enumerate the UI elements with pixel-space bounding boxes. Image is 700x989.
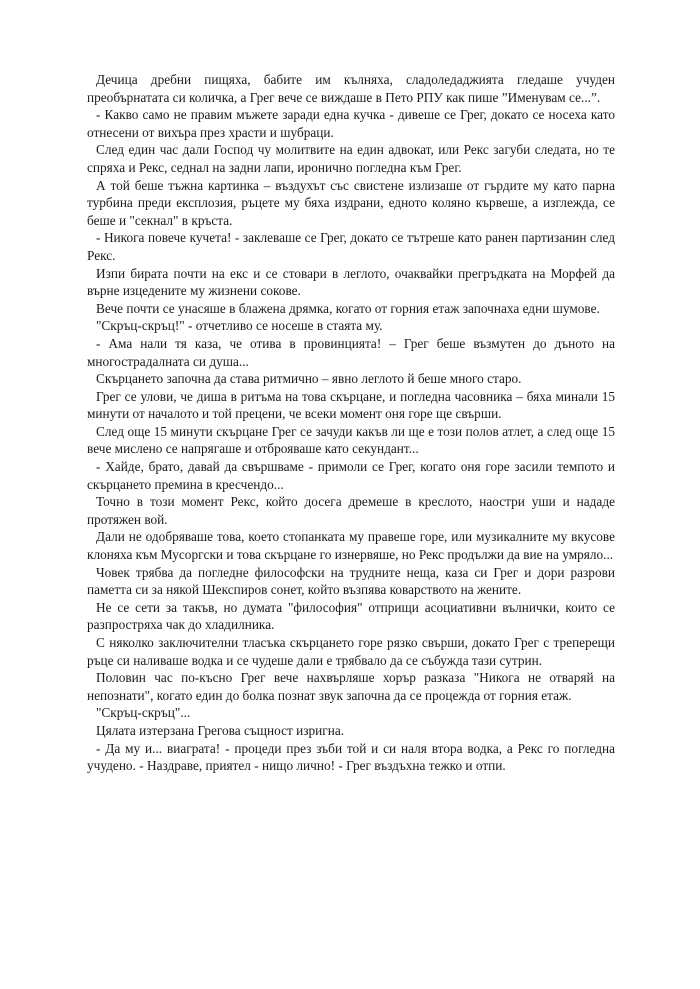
paragraph: Дали не одобряваше това, което стопанката му правеше горе, или музикалните му вкусове клоняха към Мусоргски и това скърцане го изнервяше, но Рекс продължи да вие на умряло... <box>87 529 615 563</box>
paragraph: Не се сети за такъв, но думата "философия" отприщи асоциативни вълнички, които се разпростряха чак до хладилника. <box>87 599 615 633</box>
paragraph: След още 15 минути скърцане Грег се зачуди какъв ли ще е този полов атлет, а след още 15 вече мислено се напрягаше и отброяваше като секундант... <box>87 423 615 457</box>
paragraph: - Хайде, брато, давай да свършваме - примоли се Грег, когато оня горе засили темпото и скърцането премина в кресчендо... <box>87 459 615 492</box>
paragraph: - Ама нали тя каза, че отива в провинцията! – Грег беше възмутен до дъното на многострадалната си душа... <box>87 335 615 369</box>
paragraph: Цялата изтерзана Грегова същност изригна. <box>96 722 345 738</box>
paragraph: Скърцането започна да става ритмично – явно леглото й беше много старо. <box>96 371 522 387</box>
paragraph: - Какво само не правим мъжете заради една кучка - дивеше се Грег, докато се носеха като отнесени от вихъра през храсти и шубраци. <box>87 107 615 140</box>
paragraph: Грег се улови, че диша в ритъма на това скърцане, и погледна часовника – бяха минали 15 минути от началото и той прецени, че всеки момент оня горе ще свърши. <box>87 388 615 422</box>
paragraph: А той беше тъжна картинка – въздухът със свистене излизаше от гърдите му като парна турбина преди експлозия, ръцете му бяха издрани, едното коляно кървеше, а изглежда, се беше и "секнал" в кръста. <box>87 177 615 228</box>
paragraph: - Никога повече кучета! - заклеваше се Грег, докато се тътреше като ранен партизанин след Рекс. <box>87 230 615 263</box>
paragraph: С няколко заключителни тласъка скърцането горе рязко свърши, докато Грег с треперещи ръце си наливаше водка и се чудеше дали е трябвало да се събужда тази сутрин. <box>87 635 615 668</box>
paragraph: Дечица дребни пищяха, бабите им кълняха, сладоледаджията гледаше учуден преобърнатата си количка, а Грег вече се виждаше в Пето РПУ как пише ”Именувам се...”. <box>87 72 615 105</box>
paragraph: Точно в този момент Рекс, който досега дремеше в креслото, наостри уши и нададе протяжен вой. <box>87 494 615 527</box>
paragraph: - Да му и... виаграта! - процеди през зъби той и си наля втора водка, а Рекс го погледна учудено. - Наздраве, приятел - нищо лично! - Грег въздъхна тежко и отпи. <box>87 740 615 774</box>
paragraph: След един час дали Господ чу молитвите на един адвокат, или Рекс загуби следата, но те спряха и Рекс, седнал на задни лапи, иронично погледна към Грег. <box>87 142 615 175</box>
paragraph: "Скръц-скръц!" - отчетливо се носеше в стаята му. <box>96 318 383 334</box>
paragraph: Вече почти се унасяше в блажена дрямка, когато от горния етаж започнаха едни шумове. <box>96 300 600 316</box>
paragraph: Изпи бирата почти на екс и се стовари в леглото, очаквайки прегръдката на Морфей да върне изцедените му жизнени сокове. <box>87 265 615 299</box>
paragraph: Човек трябва да погледне философски на трудните неща, каза си Грег и дори разрови паметта си за някой Шекспиров сонет, който възпява коварството на жените. <box>87 564 615 598</box>
story-text <box>87 71 615 775</box>
paragraph: "Скръц-скръц"... <box>96 705 191 721</box>
paragraph: Половин час по-късно Грег вече нахвърляше хорър разказа "Никога не отваряй на непознати", когато един до болка познат звук започна да се процежда от горния етаж. <box>87 670 615 703</box>
